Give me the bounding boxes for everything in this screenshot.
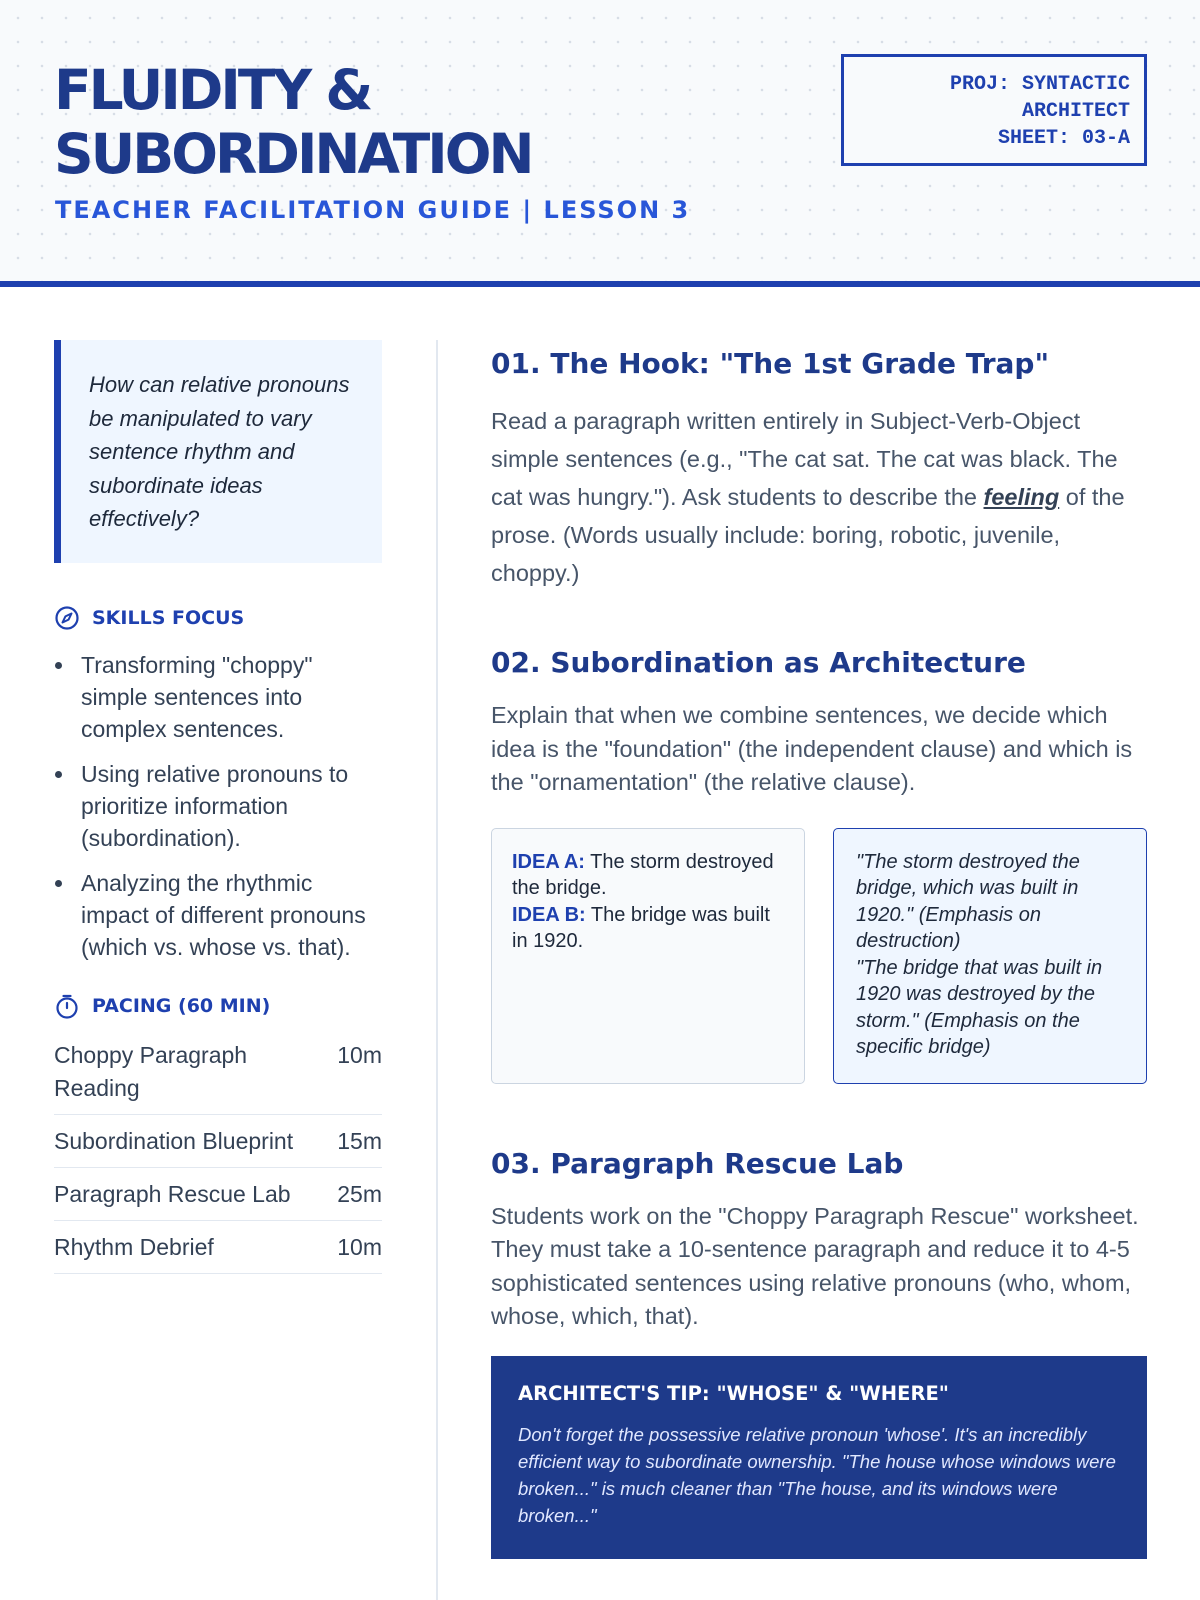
skill-text: Transforming "choppy" simple sentences into complex sentences.	[81, 651, 313, 742]
example-sentence-2: "The bridge that was built in 1920 was destroyed by the storm." (Emphasis on the specific bridge)	[856, 956, 1103, 1058]
bullet-icon	[55, 662, 62, 669]
section-1-title: 01. The Hook: "The 1st Grade Trap"	[491, 347, 1050, 380]
bullet-icon	[55, 880, 62, 887]
idea-b-label: IDEA B:	[512, 903, 586, 926]
table-row	[54, 1039, 382, 1115]
page-title	[54, 58, 754, 186]
bullet-icon	[55, 771, 62, 778]
project-name-line-1: PROJ: SYNTACTIC	[949, 73, 1130, 96]
stopwatch-icon	[54, 993, 80, 1019]
pacing-table	[54, 1039, 382, 1274]
examples-card	[833, 828, 1147, 1084]
pacing-activity: Rhythm Debrief	[54, 1233, 214, 1260]
pacing-minutes: 10m	[337, 1041, 382, 1068]
table-row	[54, 1221, 382, 1274]
idea-b	[512, 902, 784, 955]
skills-focus-heading	[54, 605, 382, 631]
tip-body: Don't forget the possessive relative pronoun 'whose'. It's an incredibly efficient way to subordinate ownership. "The house whose windows were broken..." is much cleaner than "The house, and its windows were broken..."	[518, 1423, 1116, 1526]
comparison-panels	[491, 828, 1147, 1084]
project-name-line-2: ARCHITECT	[1021, 100, 1130, 123]
list-item	[54, 867, 382, 963]
section-1-text-a: Read a paragraph written entirely in Subject-Verb-Object simple sentences (e.g., "The cat sat. The cat was black. The cat was hungry."). Ask students to describe the	[491, 408, 1118, 510]
pacing-activity: Choppy Paragraph Reading	[54, 1041, 248, 1101]
page-subtitle: TEACHER FACILITATION GUIDE | LESSON 3	[55, 196, 691, 224]
feeling-emphasis: feeling	[983, 484, 1060, 510]
title-line-2: SUBORDINATION	[54, 122, 532, 186]
section-2-title: 02. Subordination as Architecture	[491, 646, 1026, 679]
section-1-text-b: of the prose. (Words usually include: boring, robotic, juvenile, choppy.)	[491, 484, 1125, 586]
pacing-minutes: 25m	[337, 1180, 382, 1207]
page-header	[0, 0, 1200, 287]
list-item	[54, 758, 382, 854]
table-row	[54, 1168, 382, 1221]
pacing-activity: Subordination Blueprint	[54, 1127, 294, 1154]
example-sentence-1: "The storm destroyed the bridge, which was built in 1920." (Emphasis on destruction)	[856, 850, 1080, 952]
sheet-number: SHEET: 03-A	[997, 127, 1130, 150]
pacing-label: PACING (60 MIN)	[92, 994, 271, 1017]
skills-focus-label: SKILLS FOCUS	[92, 606, 245, 629]
section-3-body: Students work on the "Choppy Paragraph Rescue" worksheet. They must take a 10-sentence paragraph and reduce it to 4-5 sophisticated sentences using relative pronouns (who, whom, whose, which, that).	[491, 1202, 1139, 1329]
ideas-card	[491, 828, 805, 1084]
table-row	[54, 1115, 382, 1168]
idea-b-text: The bridge was built in 1920.	[512, 903, 770, 952]
section-2-body: Explain that when we combine sentences, we decide which idea is the "foundation" (the independent clause) and which is the "ornamentation" (the relative clause).	[491, 702, 1133, 795]
pacing-heading	[54, 993, 382, 1019]
tip-title: ARCHITECT'S TIP: "WHOSE" & "WHERE"	[518, 1381, 949, 1405]
idea-a	[512, 849, 784, 902]
compass-icon	[54, 605, 80, 631]
section-1-body	[491, 402, 1147, 592]
sidebar	[54, 340, 382, 1274]
project-label-box	[841, 54, 1147, 166]
title-line-1: FLUIDITY &	[54, 58, 371, 122]
main-content	[491, 340, 1147, 1559]
essential-question: How can relative pronouns be manipulated to vary sentence rhythm and subordinate ideas effectively?	[54, 340, 382, 563]
idea-a-label: IDEA A:	[512, 850, 585, 873]
skill-text: Analyzing the rhythmic impact of different pronouns (which vs. whose vs. that).	[81, 869, 366, 960]
pacing-minutes: 15m	[337, 1127, 382, 1154]
list-item	[54, 649, 382, 745]
skills-list	[54, 649, 382, 963]
column-divider	[436, 340, 438, 1600]
skill-text: Using relative pronouns to prioritize information (subordination).	[81, 760, 349, 851]
pacing-minutes: 10m	[337, 1233, 382, 1260]
idea-a-text: The storm destroyed the bridge.	[512, 850, 774, 899]
pacing-activity: Paragraph Rescue Lab	[54, 1180, 291, 1207]
section-3-title: 03. Paragraph Rescue Lab	[491, 1146, 904, 1180]
architect-tip-callout	[491, 1356, 1147, 1559]
